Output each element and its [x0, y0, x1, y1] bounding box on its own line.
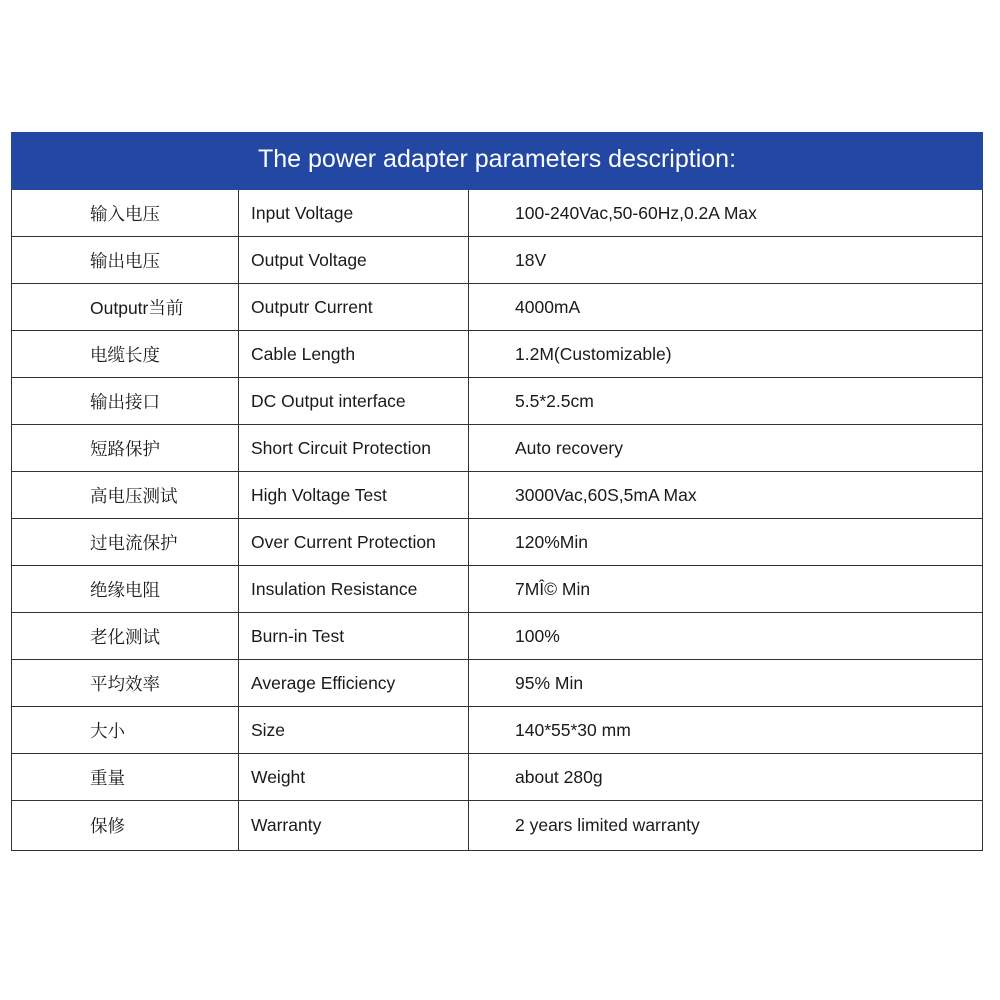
table-title: The power adapter parameters description:: [12, 133, 983, 190]
table-row: [12, 425, 983, 472]
param-value: about 280g: [469, 754, 983, 801]
param-name-cn: 输入电压: [12, 190, 239, 237]
param-name-en: Insulation Resistance: [239, 566, 469, 613]
table-row: [12, 613, 983, 660]
param-name-cn: 输出接口: [12, 378, 239, 425]
table-row: [12, 801, 983, 851]
param-value: 2 years limited warranty: [469, 801, 983, 851]
param-name-en: Short Circuit Protection: [239, 425, 469, 472]
table-row: [12, 472, 983, 519]
param-name-en: High Voltage Test: [239, 472, 469, 519]
param-value: 95% Min: [469, 660, 983, 707]
param-value: 140*55*30 mm: [469, 707, 983, 754]
param-name-en: Weight: [239, 754, 469, 801]
param-value: 100%: [469, 613, 983, 660]
param-name-en: Warranty: [239, 801, 469, 851]
param-name-cn: 保修: [12, 801, 239, 851]
table-row: [12, 378, 983, 425]
table-row: [12, 519, 983, 566]
table-body: [12, 190, 983, 851]
param-value: 5.5*2.5cm: [469, 378, 983, 425]
parameters-table: [11, 132, 983, 851]
table-row: [12, 237, 983, 284]
param-name-en: DC Output interface: [239, 378, 469, 425]
param-value: 4000mA: [469, 284, 983, 331]
table-row: [12, 331, 983, 378]
param-name-en: Cable Length: [239, 331, 469, 378]
table-row: [12, 660, 983, 707]
param-name-en: Input Voltage: [239, 190, 469, 237]
param-name-cn: 输出电压: [12, 237, 239, 284]
param-name-cn: Outputr当前: [12, 284, 239, 331]
param-value: Auto recovery: [469, 425, 983, 472]
param-name-en: Output Voltage: [239, 237, 469, 284]
param-name-en: Average Efficiency: [239, 660, 469, 707]
param-value: 1.2M(Customizable): [469, 331, 983, 378]
param-name-cn: 短路保护: [12, 425, 239, 472]
param-name-en: Burn-in Test: [239, 613, 469, 660]
param-name-cn: 平均效率: [12, 660, 239, 707]
param-name-cn: 电缆长度: [12, 331, 239, 378]
param-value: 120%Min: [469, 519, 983, 566]
param-name-en: Over Current Protection: [239, 519, 469, 566]
param-name-cn: 大小: [12, 707, 239, 754]
param-name-en: Size: [239, 707, 469, 754]
param-name-cn: 过电流保护: [12, 519, 239, 566]
param-name-cn: 高电压测试: [12, 472, 239, 519]
param-name-en: Outputr Current: [239, 284, 469, 331]
table-row: [12, 190, 983, 237]
param-name-cn: 绝缘电阻: [12, 566, 239, 613]
table-row: [12, 566, 983, 613]
param-name-cn: 重量: [12, 754, 239, 801]
param-value: 100-240Vac,50-60Hz,0.2A Max: [469, 190, 983, 237]
param-name-cn: 老化测试: [12, 613, 239, 660]
table-header-row: [12, 133, 983, 190]
table-row: [12, 754, 983, 801]
table-row: [12, 707, 983, 754]
param-value: 3000Vac,60S,5mA Max: [469, 472, 983, 519]
param-value: 7MÎ© Min: [469, 566, 983, 613]
param-value: 18V: [469, 237, 983, 284]
table-row: [12, 284, 983, 331]
